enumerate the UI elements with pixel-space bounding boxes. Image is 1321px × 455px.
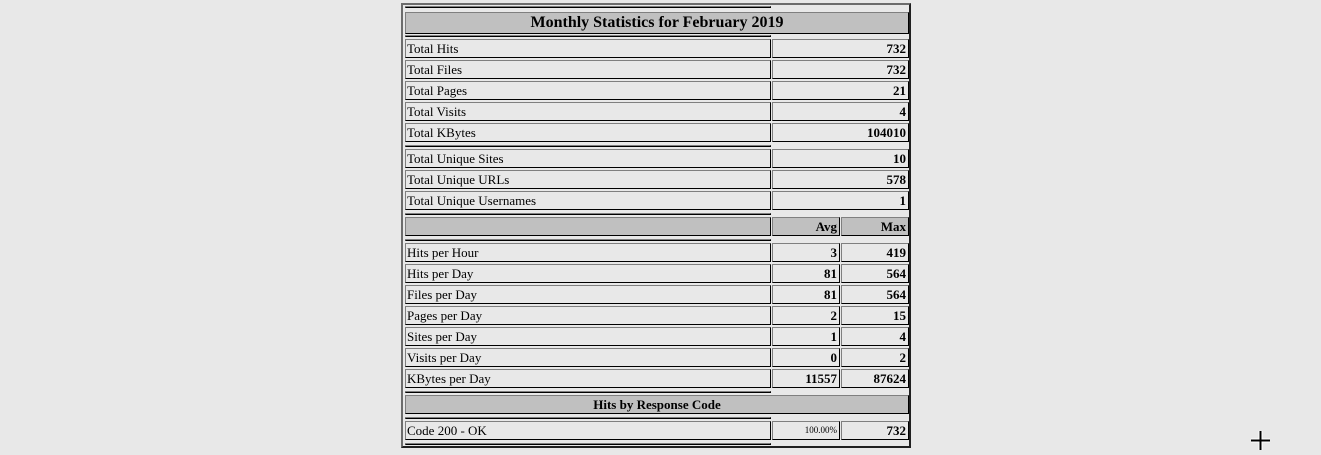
sites-per-day-max: 4 [841, 327, 909, 346]
unique-sites-value: 10 [772, 149, 909, 168]
unique-urls-label: Total Unique URLs [405, 170, 771, 189]
total-kbytes-value: 104010 [772, 123, 909, 142]
total-hits-label: Total Hits [405, 39, 771, 58]
response-code-count: 732 [841, 421, 909, 440]
total-pages-label: Total Pages [405, 81, 771, 100]
hits-per-hour-label: Hits per Hour [405, 243, 771, 262]
pages-per-day-label: Pages per Day [405, 306, 771, 325]
response-code-label: Code 200 - OK [405, 421, 771, 440]
hits-per-day-label: Hits per Day [405, 264, 771, 283]
separator [405, 417, 771, 419]
response-code-percent: 100.00% [772, 421, 840, 440]
unique-usernames-value: 1 [772, 191, 909, 210]
separator [405, 239, 771, 241]
total-files-value: 732 [772, 60, 909, 79]
files-per-day-max: 564 [841, 285, 909, 304]
page-title: Monthly Statistics for February 2019 [405, 12, 909, 34]
avg-column-header: Avg [772, 217, 840, 236]
response-code-section-header: Hits by Response Code [405, 395, 909, 414]
kbytes-per-day-max: 87624 [841, 369, 909, 388]
total-hits-value: 732 [772, 39, 909, 58]
hits-per-day-avg: 81 [772, 264, 840, 283]
averages-header-blank [405, 217, 771, 236]
unique-usernames-label: Total Unique Usernames [405, 191, 771, 210]
monthly-statistics-table [401, 3, 911, 448]
crosshair-icon [1250, 430, 1271, 451]
pages-per-day-max: 15 [841, 306, 909, 325]
total-kbytes-label: Total KBytes [405, 123, 771, 142]
kbytes-per-day-avg: 11557 [772, 369, 840, 388]
sites-per-day-avg: 1 [772, 327, 840, 346]
max-column-header: Max [841, 217, 909, 236]
hits-per-hour-max: 419 [841, 243, 909, 262]
total-visits-value: 4 [772, 102, 909, 121]
hits-per-hour-avg: 3 [772, 243, 840, 262]
separator [405, 213, 771, 215]
visits-per-day-max: 2 [841, 348, 909, 367]
separator [405, 6, 771, 8]
sites-per-day-label: Sites per Day [405, 327, 771, 346]
hits-per-day-max: 564 [841, 264, 909, 283]
total-pages-value: 21 [772, 81, 909, 100]
unique-sites-label: Total Unique Sites [405, 149, 771, 168]
files-per-day-label: Files per Day [405, 285, 771, 304]
visits-per-day-avg: 0 [772, 348, 840, 367]
separator [405, 443, 771, 445]
separator [405, 391, 771, 393]
separator [405, 145, 771, 147]
unique-urls-value: 578 [772, 170, 909, 189]
total-files-label: Total Files [405, 60, 771, 79]
pages-per-day-avg: 2 [772, 306, 840, 325]
files-per-day-avg: 81 [772, 285, 840, 304]
total-visits-label: Total Visits [405, 102, 771, 121]
visits-per-day-label: Visits per Day [405, 348, 771, 367]
kbytes-per-day-label: KBytes per Day [405, 369, 771, 388]
separator [405, 35, 771, 37]
